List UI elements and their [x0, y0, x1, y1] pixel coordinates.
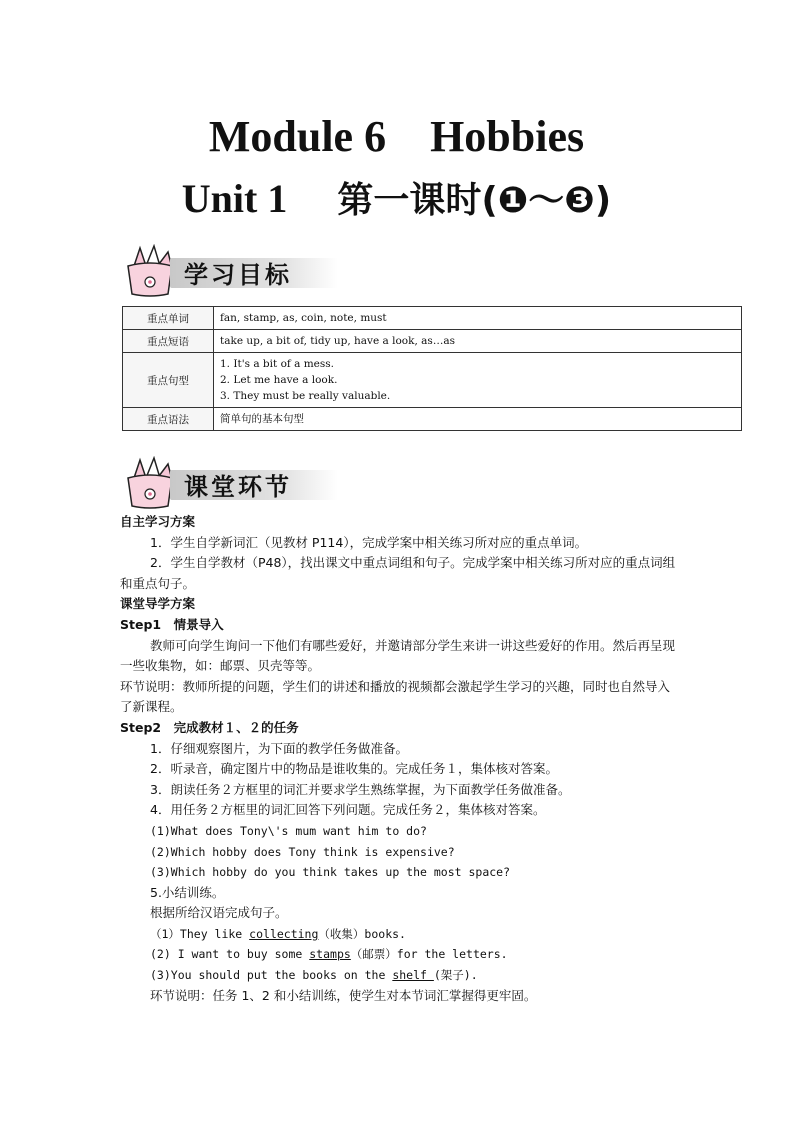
table-row: 重点语法 简单句的基本句型 [123, 408, 742, 431]
exercise-item: (3)You should put the books on the shelf (架子). [150, 968, 478, 983]
module-title: Module 6 Hobbies [208, 112, 585, 161]
lesson-label: 第一课时(❶～❸) [337, 180, 612, 221]
unit-title [0, 172, 793, 223]
table-row: 重点单词 fan, stamp, as, coin, note, must [123, 307, 742, 330]
goals-table [122, 306, 742, 431]
table-row: 重点短语 take up, a bit of, tidy up, have a look, as…as [123, 330, 742, 353]
section-title: 学习目标 [184, 261, 292, 289]
section-banner-goals [120, 244, 340, 298]
exercise-item: （1）They like collecting（收集）books. [150, 926, 406, 941]
heading: 自主学习方案 [120, 514, 196, 529]
table-row: 重点句型 1. It's a bit of a mess. 2. Let me have a look. 3. They must be really valuable. [123, 353, 742, 408]
step-heading: Step2 完成教材１、２的任务 [120, 719, 299, 735]
section-banner-class [120, 456, 340, 510]
lesson-content: 自主学习方案 1．学生自学新词汇（见教材 P114），完成学案中相关练习所对应的重点单词。 2．学生自学教材（P48），找出课文中重点词组和句子。完成学案中相关练习所对应的重点词组和重点句子。 课堂导学方案 Step1 情景导入 教师可向学生询问一下他们有哪些爱好，并邀请部分学生来讲一讲这些爱好的作用。然后再呈现一些收集物，如：邮票、贝壳等等。 环节说明：教师所提的问题，学生们的讲述和播放的视频都会激起学生学习的兴趣，同时也自然导入了新课程。 Step2 完成教材１、２的任务 1．仔细观察图片，为下面的教学任务做准备。 2．听录音，确定图片中的物品是谁收集的。完成任务１，集体核对答案。 3．朗读任务２方框里的词汇并要求学生熟练掌握，为下面教学任务做准备。 4．用任务２方框里的词汇回答下列问题。完成任务２，集体核对答案。 (1)What does Tony\'s mum want him to do? (2)Which hobby does Tony think is expensive? (3)Which hobby do you think takes up the most space? 5.小结训练。 根据所给汉语完成句子。 （1）They like collecting（收集）books. (2) I want to buy some stamps（邮票）for the letters. (3)You should put the books on the shelf (架子). 环节说明：任务 1、2 和小结训练，使学生对本节词汇掌握得更牢固。 [120, 512, 680, 1006]
exercise-item: (2) I want to buy some stamps（邮票）for the letters. [150, 947, 508, 962]
section-title: 课堂环节 [184, 473, 292, 501]
unit-label: Unit 1 [181, 176, 288, 221]
heading: 课堂导学方案 [120, 596, 196, 612]
step-heading: Step1 情景导入 [120, 616, 224, 632]
